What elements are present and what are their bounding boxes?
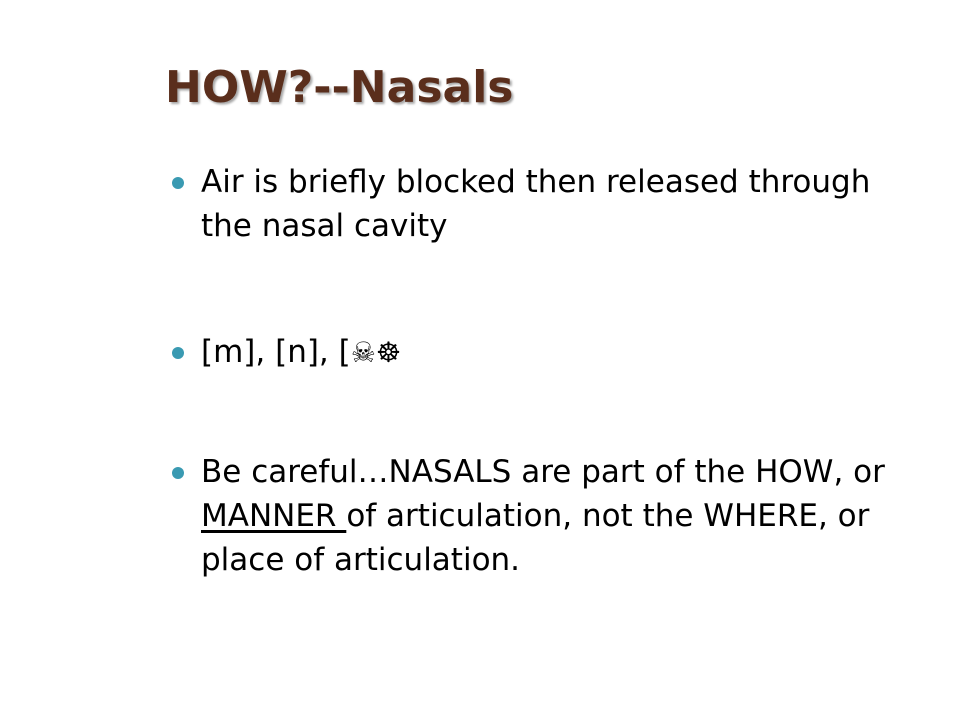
phonetic-symbols-glyph: ☠☸ (350, 336, 401, 369)
bullet-text-part1: Be careful…NASALS are part of the HOW, or (201, 454, 885, 490)
bullet-text-prefix: [m], [n], [ (201, 334, 351, 370)
bullet-text-part2: of articulation, not the WHERE, or place of articulation. (201, 498, 870, 578)
bullet-dot-icon (172, 467, 184, 479)
bullet-dot-icon (172, 347, 184, 359)
bullet-item-3 (172, 450, 921, 582)
bullet-item-1 (172, 160, 921, 248)
bullet-text: Air is briefly blocked then released through the nasal cavity (201, 164, 871, 244)
bullet-item-2 (172, 330, 921, 375)
underlined-term: MANNER (201, 498, 347, 534)
bullet-dot-icon (172, 177, 184, 189)
slide-title: HOW?--Nasals (165, 62, 514, 113)
